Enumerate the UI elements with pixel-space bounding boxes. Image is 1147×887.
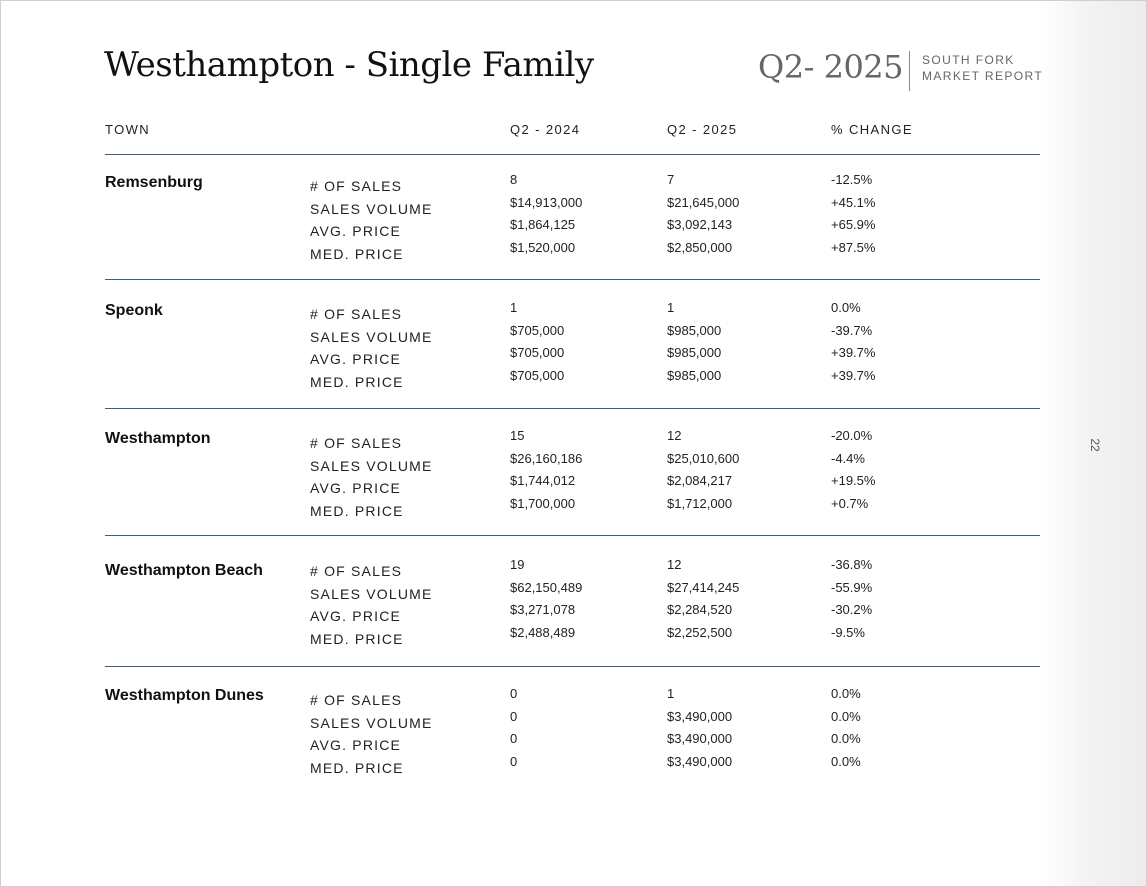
value-cell: $705,000: [510, 322, 565, 338]
q2-2024-values: [510, 425, 582, 515]
value-cell: 12: [667, 557, 682, 572]
q2-2025-values: [667, 683, 732, 773]
section-divider: [105, 535, 1040, 536]
report-name-line1: SOUTH FORK: [922, 53, 1015, 67]
metric-label: AVG. PRICE: [310, 737, 402, 753]
metric-label: # OF SALES: [310, 306, 403, 322]
value-cell: $2,084,217: [667, 473, 733, 488]
metric-label: SALES VOLUME: [310, 585, 433, 602]
value-cell: $3,092,143: [667, 217, 733, 232]
value-cell: $25,010,600: [667, 450, 740, 466]
metric-labels: [310, 175, 433, 265]
value-cell: $2,488,489: [510, 624, 576, 640]
change-cell: -55.9%: [831, 579, 873, 595]
town-name: Westhampton Beach: [105, 562, 263, 579]
value-cell: 7: [667, 172, 675, 187]
column-header-q2-2024: Q2 - 2024: [510, 122, 581, 137]
section-divider: [105, 279, 1040, 280]
page-number: 22: [1088, 438, 1102, 452]
section-divider: [105, 154, 1040, 155]
metric-label: SALES VOLUME: [310, 200, 433, 217]
change-cell: 0.0%: [831, 753, 861, 769]
change-cell: +19.5%: [831, 473, 876, 488]
value-cell: $1,520,000: [510, 239, 576, 255]
value-cell: $3,490,000: [667, 708, 733, 724]
change-cell: +65.9%: [831, 217, 876, 232]
change-cell: -9.5%: [831, 624, 865, 640]
change-values: [831, 169, 875, 259]
change-cell: 0.0%: [831, 708, 861, 724]
change-cell: +87.5%: [831, 239, 876, 255]
value-cell: $62,150,489: [510, 579, 583, 595]
column-header-town: TOWN: [105, 122, 151, 137]
value-cell: $3,271,078: [510, 602, 576, 617]
change-cell: +39.7%: [831, 345, 876, 360]
value-cell: $2,850,000: [667, 239, 733, 255]
change-values: [831, 297, 875, 387]
page-title: Westhampton - Single Family: [104, 45, 594, 85]
value-cell: $27,414,245: [667, 579, 740, 595]
metric-label: MED. PRICE: [310, 759, 404, 776]
value-cell: 1: [667, 300, 675, 315]
metric-label: # OF SALES: [310, 563, 403, 579]
value-cell: $985,000: [667, 322, 722, 338]
column-header-change: % CHANGE: [831, 122, 913, 137]
change-cell: +0.7%: [831, 495, 869, 511]
value-cell: 0: [510, 731, 518, 746]
value-cell: $1,744,012: [510, 473, 576, 488]
q2-2024-values: [510, 297, 564, 387]
q2-2025-values: [667, 425, 739, 515]
q2-2025-values: [667, 554, 739, 644]
metric-label: AVG. PRICE: [310, 223, 402, 239]
value-cell: 15: [510, 428, 525, 443]
town-name: Westhampton Dunes: [105, 687, 264, 704]
metric-label: # OF SALES: [310, 178, 403, 194]
column-header-q2-2025: Q2 - 2025: [667, 122, 738, 137]
town-name: Westhampton: [105, 430, 211, 447]
value-cell: 0: [510, 708, 518, 724]
metric-label: SALES VOLUME: [310, 457, 433, 474]
change-cell: +39.7%: [831, 367, 876, 383]
change-values: [831, 425, 875, 515]
change-cell: -39.7%: [831, 322, 873, 338]
section-divider: [105, 408, 1040, 409]
value-cell: $985,000: [667, 345, 722, 360]
metric-label: MED. PRICE: [310, 630, 404, 647]
town-name: Speonk: [105, 302, 163, 319]
value-cell: 8: [510, 172, 518, 187]
value-cell: $2,284,520: [667, 602, 733, 617]
value-cell: 0: [510, 686, 518, 701]
change-cell: -20.0%: [831, 428, 873, 443]
town-name: Remsenburg: [105, 174, 203, 191]
metric-label: SALES VOLUME: [310, 714, 433, 731]
value-cell: 1: [510, 300, 518, 315]
value-cell: $14,913,000: [510, 194, 583, 210]
value-cell: $1,864,125: [510, 217, 576, 232]
metric-label: MED. PRICE: [310, 245, 404, 262]
metric-label: AVG. PRICE: [310, 351, 402, 367]
metric-label: # OF SALES: [310, 435, 403, 451]
metric-labels: [310, 303, 433, 393]
change-cell: 0.0%: [831, 686, 861, 701]
change-cell: -12.5%: [831, 172, 873, 187]
metric-label: SALES VOLUME: [310, 328, 433, 345]
q2-2024-values: [510, 554, 582, 644]
value-cell: $26,160,186: [510, 450, 583, 466]
value-cell: $21,645,000: [667, 194, 740, 210]
change-cell: 0.0%: [831, 300, 861, 315]
change-values: [831, 554, 872, 644]
metric-label: MED. PRICE: [310, 373, 404, 390]
value-cell: $1,700,000: [510, 495, 576, 511]
metric-labels: [310, 432, 433, 522]
value-cell: 1: [667, 686, 675, 701]
change-cell: +45.1%: [831, 194, 876, 210]
section-divider: [105, 666, 1040, 667]
metric-label: MED. PRICE: [310, 502, 404, 519]
value-cell: $3,490,000: [667, 753, 733, 769]
q2-2025-values: [667, 169, 739, 259]
value-cell: $985,000: [667, 367, 722, 383]
value-cell: $3,490,000: [667, 731, 733, 746]
metric-label: AVG. PRICE: [310, 608, 402, 624]
value-cell: $705,000: [510, 345, 565, 360]
change-cell: -30.2%: [831, 602, 873, 617]
q2-2024-values: [510, 169, 582, 259]
change-values: [831, 683, 861, 773]
value-cell: 19: [510, 557, 525, 572]
value-cell: $705,000: [510, 367, 565, 383]
metric-label: # OF SALES: [310, 692, 403, 708]
change-cell: -4.4%: [831, 450, 865, 466]
report-name: [922, 52, 1043, 84]
q2-2025-values: [667, 297, 721, 387]
quarter-label: Q2- 2025: [758, 48, 904, 86]
report-name-line2: MARKET REPORT: [922, 69, 1044, 83]
header-divider: [909, 51, 910, 91]
change-cell: -36.8%: [831, 557, 873, 572]
q2-2024-values: [510, 683, 517, 773]
value-cell: 0: [510, 753, 518, 769]
value-cell: 12: [667, 428, 682, 443]
metric-labels: [310, 560, 433, 650]
metric-label: AVG. PRICE: [310, 480, 402, 496]
change-cell: 0.0%: [831, 731, 861, 746]
metric-labels: [310, 689, 433, 779]
value-cell: $2,252,500: [667, 624, 733, 640]
value-cell: $1,712,000: [667, 495, 733, 511]
